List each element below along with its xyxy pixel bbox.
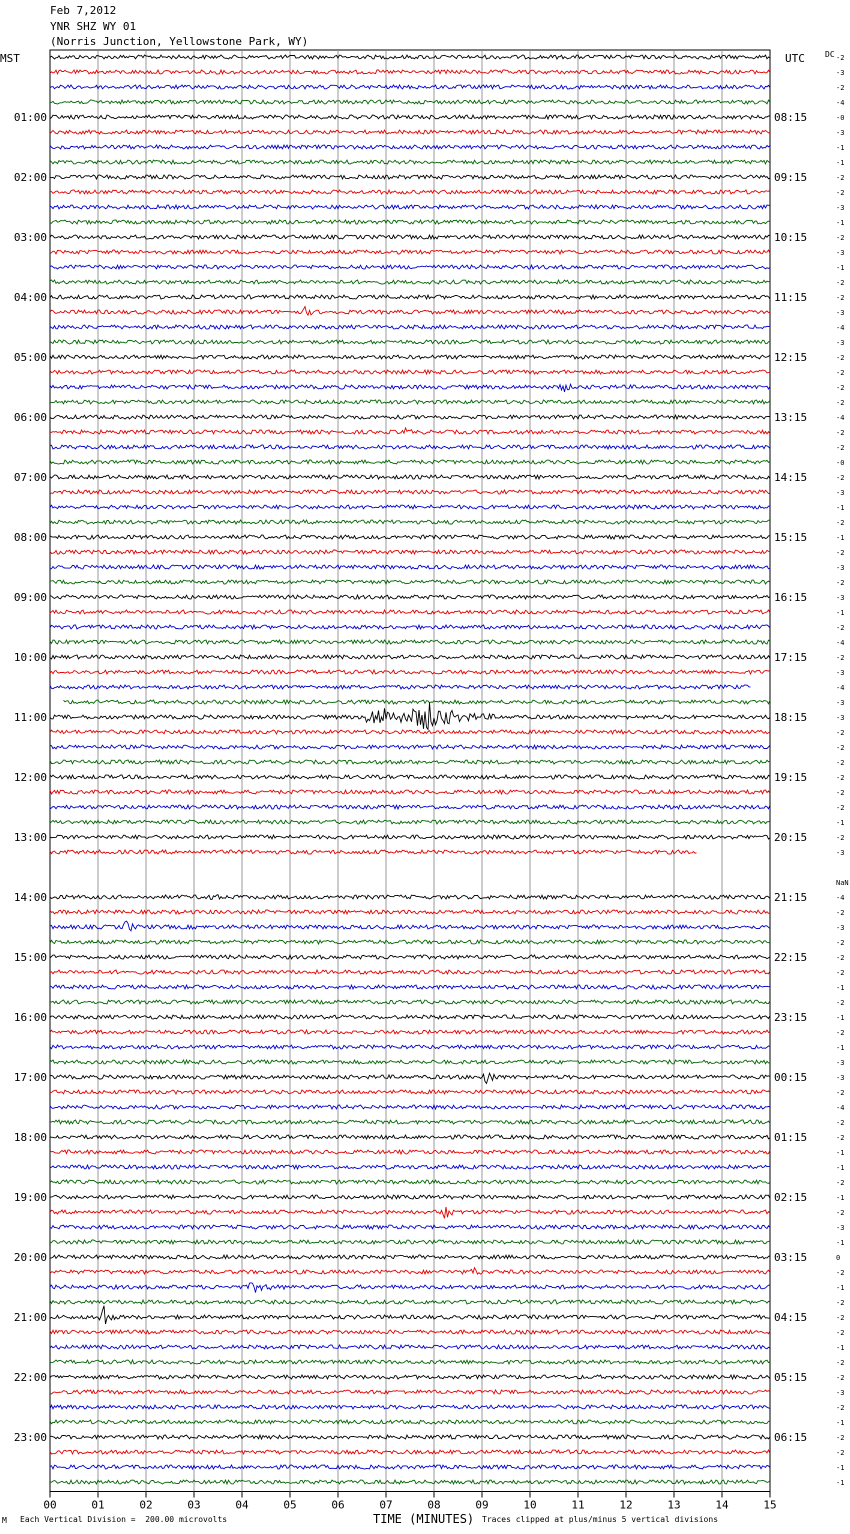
left-hour-label: 16:00	[13, 1011, 47, 1024]
left-hour-label: 23:00	[13, 1431, 47, 1444]
x-tick-label: 10	[523, 1498, 537, 1512]
trace-row-67	[50, 1060, 770, 1064]
x-tick-label: 05	[283, 1498, 297, 1512]
left-hour-label: 01:00	[13, 111, 47, 124]
trace-row-19	[50, 340, 770, 344]
row-offset-label: -3	[836, 129, 845, 137]
row-offset-label: -3	[836, 1389, 845, 1397]
row-offset-label: -2	[836, 429, 845, 437]
trace-row-78	[50, 1225, 770, 1229]
trace-row-47	[50, 760, 770, 764]
row-offset-label: -3	[836, 204, 845, 212]
trace-row-66	[50, 1045, 770, 1049]
trace-row-30	[50, 505, 770, 509]
row-offset-label: -3	[836, 489, 845, 497]
trace-row-45	[50, 730, 770, 734]
trace-row-86	[50, 1345, 770, 1349]
trace-row-52	[50, 835, 770, 839]
row-offset-label: -2	[836, 579, 845, 587]
row-offset-label: -2	[836, 549, 845, 557]
row-offset-label: -2	[836, 834, 845, 842]
row-offset-label: -3	[836, 669, 845, 677]
left-hour-label: 11:00	[13, 711, 47, 724]
trace-row-58	[50, 921, 770, 931]
row-offset-label: -4	[836, 639, 845, 647]
trace-row-32	[50, 535, 770, 539]
left-hour-label: 14:00	[13, 891, 47, 904]
row-offset-label: -2	[836, 939, 845, 947]
row-offset-label: -2	[836, 1449, 845, 1457]
trace-row-11	[50, 220, 770, 224]
row-offset-label: -3	[836, 309, 845, 317]
trace-row-46	[50, 745, 770, 749]
dc-label: DC	[825, 50, 835, 59]
trace-row-53	[50, 850, 697, 854]
trace-row-51	[50, 820, 770, 824]
trace-row-49	[50, 790, 770, 794]
trace-row-38	[50, 625, 770, 629]
row-offset-label: -2	[836, 729, 845, 737]
trace-row-33	[50, 550, 770, 554]
x-tick-label: 13	[667, 1498, 681, 1512]
trace-row-73	[50, 1150, 770, 1154]
footer-clip-note: Traces clipped at plus/minus 5 vertical divisions	[482, 1515, 719, 1524]
right-hour-label: 05:15	[774, 1371, 808, 1384]
trace-row-4	[50, 115, 770, 119]
row-offset-label: -3	[836, 564, 845, 572]
row-offset-label: -4	[836, 99, 845, 107]
trace-row-24	[50, 415, 770, 419]
row-offset-label: -2	[836, 759, 845, 767]
row-offset-label: -1	[836, 1419, 845, 1427]
x-tick-label: 02	[139, 1498, 153, 1512]
right-hour-label: 09:15	[774, 171, 808, 184]
trace-row-5	[50, 130, 770, 134]
row-offset-label: -2	[836, 1374, 845, 1382]
row-offset-label: -2	[836, 999, 845, 1007]
row-offset-label: -3	[836, 714, 845, 722]
row-offset-label: -2	[836, 519, 845, 527]
trace-row-31	[50, 520, 770, 524]
row-offset-label: -2	[836, 399, 845, 407]
left-hour-label: 06:00	[13, 411, 47, 424]
trace-row-48	[50, 775, 770, 779]
trace-row-36	[50, 595, 770, 599]
trace-row-42	[50, 685, 751, 689]
trace-row-20	[50, 355, 770, 359]
row-offset-label: -1	[836, 1344, 845, 1352]
row-offset-label: -2	[836, 624, 845, 632]
trace-row-69	[50, 1090, 770, 1094]
trace-row-90	[50, 1405, 770, 1409]
row-offset-label: -1	[836, 609, 845, 617]
x-tick-label: 09	[475, 1498, 489, 1512]
trace-row-8	[50, 175, 770, 179]
row-offset-label: -2	[836, 804, 845, 812]
row-offset-label: -4	[836, 684, 845, 692]
right-hour-label: 18:15	[774, 711, 808, 724]
row-offset-label: -3	[836, 339, 845, 347]
row-offset-label: -3	[836, 1059, 845, 1067]
trace-row-72	[50, 1135, 770, 1139]
trace-row-50	[50, 805, 770, 809]
trace-row-79	[50, 1240, 770, 1244]
row-offset-label: -3	[836, 699, 845, 707]
trace-row-92	[50, 1435, 770, 1439]
trace-row-16	[50, 295, 770, 299]
row-offset-label: -0	[836, 459, 845, 467]
trace-row-23	[50, 400, 770, 404]
trace-row-62	[50, 985, 770, 989]
row-offset-label: -2	[836, 84, 845, 92]
row-offset-label: -2	[836, 1269, 845, 1277]
x-tick-label: 04	[235, 1498, 249, 1512]
row-offset-label: -4	[836, 894, 845, 902]
trace-row-2	[50, 85, 770, 89]
trace-row-82	[50, 1283, 770, 1293]
trace-row-68	[50, 1073, 770, 1083]
trace-row-94	[50, 1465, 770, 1469]
row-offset-label: -3	[836, 1224, 845, 1232]
trace-row-3	[50, 100, 770, 104]
row-offset-label: -3	[836, 1074, 845, 1082]
trace-row-1	[50, 70, 770, 74]
row-offset-label: -1	[836, 984, 845, 992]
trace-row-63	[50, 1000, 770, 1004]
trace-row-27	[50, 460, 770, 464]
x-tick-label: 07	[379, 1498, 393, 1512]
trace-row-10	[50, 205, 770, 209]
trace-row-43	[64, 700, 771, 704]
trace-row-56	[50, 895, 770, 900]
trace-row-95	[50, 1480, 770, 1484]
trace-row-0	[50, 55, 770, 59]
trace-row-28	[50, 475, 770, 479]
left-hour-label: 21:00	[13, 1311, 47, 1324]
row-offset-label: -2	[836, 474, 845, 482]
row-offset-label: -2	[836, 444, 845, 452]
trace-row-76	[50, 1195, 770, 1199]
right-hour-label: 14:15	[774, 471, 808, 484]
trace-row-44	[50, 703, 770, 730]
header-date: Feb 7,2012	[50, 4, 117, 17]
row-offset-label: -1	[836, 1194, 845, 1202]
row-offset-label: -2	[836, 1179, 845, 1187]
row-offset-label: -2	[836, 1434, 845, 1442]
trace-row-71	[50, 1120, 770, 1124]
left-hour-label: 03:00	[13, 231, 47, 244]
right-hour-label: 20:15	[774, 831, 808, 844]
right-timezone-label: UTC	[785, 52, 805, 65]
x-tick-label: 12	[619, 1498, 633, 1512]
row-offset-label: -1	[836, 1284, 845, 1292]
row-offset-label: -3	[836, 594, 845, 602]
row-offset-label: -4	[836, 414, 845, 422]
row-offset-label: -2	[836, 294, 845, 302]
right-hour-label: 06:15	[774, 1431, 808, 1444]
row-offset-label: -2	[836, 384, 845, 392]
right-hour-label: 17:15	[774, 651, 808, 664]
row-offset-label: -2	[836, 174, 845, 182]
row-offset-label: -2	[836, 1134, 845, 1142]
trace-row-14	[50, 265, 770, 269]
trace-row-83	[50, 1300, 770, 1304]
left-hour-label: 08:00	[13, 531, 47, 544]
row-offset-label: -1	[836, 819, 845, 827]
x-tick-label: 00	[43, 1498, 57, 1512]
row-offset-label: -3	[836, 849, 845, 857]
left-hour-label: 12:00	[13, 771, 47, 784]
x-tick-label: 06	[331, 1498, 345, 1512]
row-offset-label: -1	[836, 264, 845, 272]
row-offset-label: -2	[836, 1299, 845, 1307]
left-hour-label: 04:00	[13, 291, 47, 304]
trace-row-35	[50, 580, 770, 584]
x-tick-label: 11	[571, 1498, 585, 1512]
row-offset-label: -2	[836, 654, 845, 662]
trace-row-7	[50, 160, 770, 164]
x-tick-label: 14	[715, 1498, 729, 1512]
row-offset-label: -1	[836, 534, 845, 542]
row-offset-label: 0	[836, 1254, 841, 1262]
left-timezone-label: MST	[0, 52, 20, 65]
trace-row-13	[50, 250, 770, 254]
trace-row-65	[50, 1030, 770, 1034]
trace-row-17	[50, 307, 770, 316]
right-hour-label: 13:15	[774, 411, 808, 424]
left-hour-label: 02:00	[13, 171, 47, 184]
row-offset-label: -2	[836, 909, 845, 917]
header-location: (Norris Junction, Yellowstone Park, WY)	[50, 35, 309, 48]
row-offset-label: -1	[836, 219, 845, 227]
left-hour-label: 19:00	[13, 1191, 47, 1204]
trace-row-89	[50, 1390, 770, 1394]
right-hour-label: 19:15	[774, 771, 808, 784]
trace-row-85	[50, 1330, 770, 1334]
trace-row-57	[50, 910, 770, 914]
left-hour-label: 07:00	[13, 471, 47, 484]
trace-row-64	[50, 1015, 770, 1019]
row-offset-label: -1	[836, 159, 845, 167]
row-offset-label: NaN	[836, 879, 849, 887]
footer-scale-note: Each Vertical Division = 200.00 microvolts	[20, 1515, 228, 1524]
right-hour-label: 03:15	[774, 1251, 808, 1264]
row-offset-label: -2	[836, 774, 845, 782]
trace-row-40	[50, 655, 770, 659]
trace-row-29	[50, 490, 770, 494]
row-offset-label: -3	[836, 924, 845, 932]
trace-row-61	[50, 970, 770, 974]
row-offset-label: -2	[836, 789, 845, 797]
row-offset-label: -2	[836, 1314, 845, 1322]
x-axis-label: TIME (MINUTES)	[373, 1512, 475, 1526]
row-offset-label: -2	[836, 969, 845, 977]
right-hour-label: 11:15	[774, 291, 808, 304]
right-hour-label: 01:15	[774, 1131, 808, 1144]
trace-row-77	[50, 1207, 770, 1218]
trace-row-15	[50, 280, 770, 284]
row-offset-label: -1	[836, 504, 845, 512]
left-hour-label: 18:00	[13, 1131, 47, 1144]
row-offset-label: -1	[836, 144, 845, 152]
row-offset-label: -1	[836, 1479, 845, 1487]
trace-row-39	[50, 640, 770, 644]
x-tick-label: 01	[91, 1498, 105, 1512]
trace-row-34	[50, 565, 770, 569]
row-offset-label: -2	[836, 1029, 845, 1037]
row-offset-label: -0	[836, 114, 845, 122]
row-offset-label: -2	[836, 1359, 845, 1367]
right-hour-label: 12:15	[774, 351, 808, 364]
row-offset-label: -2	[836, 279, 845, 287]
trace-row-41	[50, 670, 770, 674]
row-offset-label: -2	[836, 1404, 845, 1412]
header-station: YNR SHZ WY 01	[50, 20, 137, 33]
trace-row-80	[50, 1255, 770, 1259]
right-hour-label: 10:15	[774, 231, 808, 244]
row-offset-label: -2	[836, 744, 845, 752]
x-tick-label: 08	[427, 1498, 441, 1512]
row-offset-label: -2	[836, 234, 845, 242]
row-offset-label: -2	[836, 1209, 845, 1217]
trace-row-93	[50, 1450, 770, 1454]
trace-row-22	[50, 384, 770, 392]
right-hour-label: 16:15	[774, 591, 808, 604]
row-offset-label: -1	[836, 1164, 845, 1172]
row-offset-label: -2	[836, 189, 845, 197]
trace-row-60	[50, 955, 770, 959]
trace-row-70	[50, 1105, 770, 1109]
right-hour-label: 23:15	[774, 1011, 808, 1024]
row-offset-label: -2	[836, 1089, 845, 1097]
trace-row-59	[50, 940, 770, 944]
row-offset-label: -2	[836, 354, 845, 362]
trace-row-12	[50, 235, 770, 239]
x-tick-label: 15	[763, 1498, 777, 1512]
footer-mark: M	[2, 1516, 7, 1525]
row-offset-label: -3	[836, 249, 845, 257]
left-hour-label: 09:00	[13, 591, 47, 604]
row-offset-label: -2	[836, 954, 845, 962]
left-hour-label: 20:00	[13, 1251, 47, 1264]
left-hour-label: 17:00	[13, 1071, 47, 1084]
right-hour-label: 00:15	[774, 1071, 808, 1084]
left-hour-label: 05:00	[13, 351, 47, 364]
right-hour-label: 08:15	[774, 111, 808, 124]
trace-row-18	[50, 325, 770, 329]
row-offset-label: -4	[836, 324, 845, 332]
trace-row-74	[50, 1165, 770, 1169]
row-offset-label: -2	[836, 1119, 845, 1127]
right-hour-label: 22:15	[774, 951, 808, 964]
row-offset-label: -1	[836, 1149, 845, 1157]
trace-row-37	[50, 610, 770, 614]
right-hour-label: 21:15	[774, 891, 808, 904]
trace-row-25	[50, 428, 770, 434]
row-offset-label: -3	[836, 69, 845, 77]
row-offset-label: -1	[836, 1239, 845, 1247]
trace-row-84	[50, 1306, 770, 1324]
row-offset-label: -2	[836, 1329, 845, 1337]
x-tick-label: 03	[187, 1498, 201, 1512]
row-offset-label: -2	[836, 369, 845, 377]
row-offset-label: -1	[836, 1464, 845, 1472]
trace-row-91	[50, 1420, 770, 1424]
left-hour-label: 15:00	[13, 951, 47, 964]
row-offset-label: -2	[836, 54, 845, 62]
trace-row-75	[50, 1180, 770, 1184]
row-offset-label: -1	[836, 1014, 845, 1022]
row-offset-label: -1	[836, 1044, 845, 1052]
left-hour-label: 13:00	[13, 831, 47, 844]
left-hour-label: 22:00	[13, 1371, 47, 1384]
trace-row-26	[50, 445, 770, 449]
trace-row-21	[50, 370, 770, 374]
right-hour-label: 02:15	[774, 1191, 808, 1204]
right-hour-label: 04:15	[774, 1311, 808, 1324]
left-hour-label: 10:00	[13, 651, 47, 664]
trace-row-81	[50, 1268, 770, 1275]
trace-row-6	[50, 145, 770, 149]
trace-row-87	[50, 1360, 770, 1364]
trace-row-9	[50, 190, 770, 194]
trace-row-88	[50, 1375, 770, 1379]
right-hour-label: 15:15	[774, 531, 808, 544]
row-offset-label: -4	[836, 1104, 845, 1112]
